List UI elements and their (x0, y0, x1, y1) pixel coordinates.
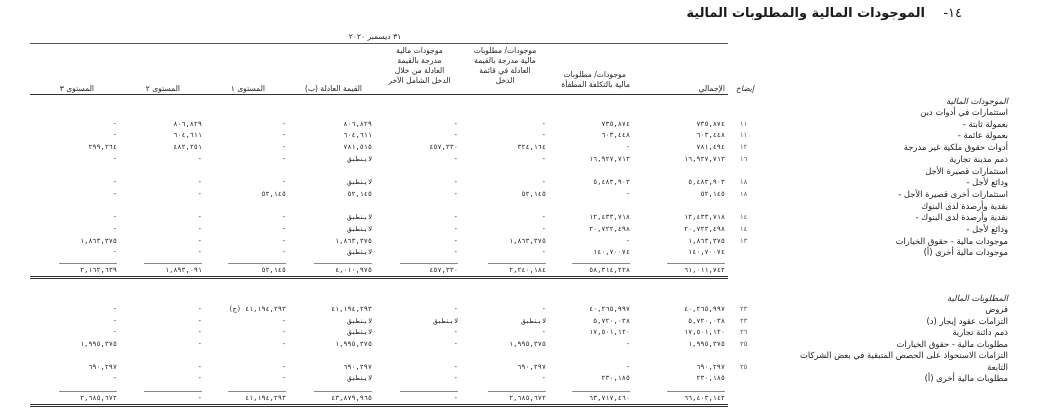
cell-fvoci: لاينطبق (433, 316, 458, 325)
cell-l2: - (197, 236, 202, 245)
cell-total: ٧٣٥,٨٧٤ (696, 119, 725, 128)
cell-fvoci: - (453, 374, 458, 382)
cell-total: ١,٨٦٣,٣٧٥ (688, 236, 725, 245)
col-fvpl-4: الدخل (495, 76, 515, 85)
col-level1: المستوى ١ (230, 84, 265, 93)
cell-fair-value: لاينطبق (347, 328, 372, 336)
col-fair-value: القيمة العادلة (ب) (304, 84, 362, 93)
cell-total: ٦٠٣,٤٤٨ (696, 131, 725, 140)
total-fvoci: - (453, 394, 458, 402)
row-label: موجودات مالية - حقوق الخيارات (895, 235, 1008, 246)
cell-l3: - (112, 131, 117, 140)
total-l1: ٤١,١٩٤,٢٩٣ (245, 394, 286, 402)
cell-l1: - (281, 316, 286, 325)
cell-fvpl: - (541, 119, 546, 128)
subtotal-rule (400, 391, 458, 392)
subtotal-rule (667, 391, 725, 392)
cell-fair-value: لاينطبق (347, 248, 372, 257)
col-fvoci-2: مدرجة بالقيمة (397, 56, 442, 65)
cell-amortised: ٤٠,٢٦٥,٩٩٧ (589, 305, 630, 313)
subtotal-rule (572, 263, 630, 264)
row-label: - ودائع لأجل (966, 177, 1008, 188)
total-l1: ٥٢,١٤٥ (261, 266, 286, 274)
cell-total: ٢٣٠,١٨٥ (696, 374, 725, 382)
cell-fvpl: - (541, 305, 546, 313)
cell-l1: - (281, 225, 286, 233)
subtotal-rule (144, 391, 202, 392)
cell-l3: - (112, 225, 117, 233)
row-note: ١١ (740, 131, 748, 140)
cell-l2: ٦٠٤,٦١١ (173, 131, 202, 140)
col-amortised-2: مالية بالتكلفة المطفأة (561, 80, 630, 89)
cell-amortised: ٥,٤٨٣,٩٠٣ (593, 178, 630, 187)
row-label: استثمارات قصيرة الأجل (925, 165, 1008, 176)
cell-fvpl: لاينطبق (521, 316, 546, 325)
section-number: -١٤ (943, 6, 962, 21)
cell-l1: - (281, 154, 286, 163)
cell-fvpl: - (541, 131, 546, 140)
cell-l1: - (281, 213, 286, 222)
total-double-rule (30, 406, 728, 407)
assets-title: الموجودات المالية (946, 96, 1008, 106)
cell-l3: - (112, 178, 117, 187)
cell-l2: - (197, 248, 202, 257)
cell-l1: - (281, 339, 286, 348)
total-double-rule (30, 278, 728, 279)
cell-l2: - (197, 362, 202, 371)
cell-l2: - (197, 316, 202, 325)
cell-l2: - (197, 305, 202, 313)
subtotal-rule (228, 391, 286, 392)
cell-l3: - (112, 154, 117, 163)
row-label: موجودات مالية أخرى (أ) (923, 247, 1008, 258)
cell-fvoci: - (453, 154, 458, 163)
cell-fvoci: - (453, 248, 458, 257)
col-level2: المستوى ٢ (145, 84, 180, 93)
cell-l2: - (197, 339, 202, 348)
subtotal-rule (314, 263, 372, 264)
cell-fvpl: ٥٢,١٤٥ (521, 189, 546, 198)
cell-fvoci: - (453, 189, 458, 198)
row-label: - بعمولة ثابتة (962, 118, 1008, 129)
col-total: الإجمالي (698, 84, 725, 93)
row-label: قروض (985, 304, 1008, 314)
subtotal-rule (59, 263, 117, 264)
subtotal-rule (572, 391, 630, 392)
cell-fvpl: - (541, 213, 546, 222)
cell-amortised: ١٦,٩٢٧,٧١٣ (589, 154, 630, 163)
cell-total: ٢٠,٧٢٢,٤٩٨ (684, 225, 725, 233)
cell-fair-value: ٧٨١,٥١٥ (343, 143, 372, 152)
cell-fvoci: - (453, 213, 458, 222)
cell-fair-value: لاينطبق (347, 225, 372, 233)
cell-fvpl: ٦٩٠,٢٩٧ (517, 362, 546, 371)
cell-fvoci: - (453, 236, 458, 245)
cell-fvoci: - (453, 328, 458, 336)
cell-total: ٧٨١,٤٩٤ (696, 143, 725, 152)
cell-total: ٥,٧٢٠,٠٣٨ (688, 316, 725, 325)
row-label: التزامات عقود إيجار (د) (926, 315, 1008, 326)
cell-l1: - (281, 248, 286, 257)
cell-l2: - (197, 374, 202, 382)
cell-amortised: - (625, 189, 630, 198)
header-rule (30, 94, 728, 95)
total-l2: - (197, 394, 202, 402)
row-note: ١١ (740, 119, 748, 128)
cell-total: ٦٩٠,٢٩٧ (696, 362, 725, 371)
total-amortised: ٦٣,٧١٧,٤٦٠ (589, 394, 630, 402)
total-l3: ٢,٦٨٥,٦٧٢ (80, 394, 117, 402)
col-amortised-1: موجودات/ مطلوبات (563, 70, 626, 79)
total-amortised: ٥٨,٣١٤,٢٢٨ (589, 266, 630, 274)
row-note: ٢٣ (740, 305, 748, 313)
row-label: أدوات حقوق ملكية غير مدرجة (903, 142, 1008, 153)
cell-l1: - (281, 374, 286, 382)
total-fvoci: ٤٥٧,٣٣٠ (429, 266, 458, 274)
cell-fair-value: لاينطبق (347, 374, 372, 382)
subtotal-rule (59, 391, 117, 392)
cell-l3: ٦٩٠,٢٩٧ (88, 362, 117, 371)
col-fvoci-1: موجودات مالية (396, 46, 443, 55)
cell-l1: - (281, 178, 286, 187)
cell-total: ١٧,٥٠١,١٢٠ (684, 328, 725, 336)
row-note: ٢٥ (740, 362, 748, 371)
cell-l2: ٤٨٢,٢٥١ (173, 143, 202, 152)
cell-amortised: ٥,٧٢٠,٠٣٨ (593, 316, 630, 325)
cell-amortised: ١٧,٥٠١,١٢٠ (589, 328, 630, 336)
cell-amortised: ١٢,٤٣٣,٧١٨ (589, 213, 630, 222)
cell-fvpl: ١,٩٩٥,٣٧٥ (509, 339, 546, 348)
subtotal-rule (400, 263, 458, 264)
cell-fair-value: ٨٠٦,٨٢٩ (343, 119, 372, 128)
cell-fair-value: ٤١,١٩٤,٢٩٣ (331, 305, 372, 313)
cell-fvoci: - (453, 225, 458, 233)
row-label: التابعة (987, 361, 1008, 372)
cell-amortised: - (625, 362, 630, 371)
cell-fair-value: ١,٩٩٥,٣٧٥ (335, 339, 372, 348)
section-title: الموجودات المالية والمطلوبات المالية (686, 6, 925, 21)
cell-l2: - (197, 178, 202, 187)
cell-fvpl: ١,٨٦٣,٣٧٥ (509, 236, 546, 245)
total-fair-value: ٤٣,٨٧٩,٩٦٥ (331, 394, 372, 402)
cell-total: ١,٩٩٥,٣٧٥ (688, 339, 725, 348)
row-note: ١٣ (740, 236, 748, 245)
subtotal-rule (488, 263, 546, 264)
cell-amortised: ٢٣٠,١٨٥ (601, 374, 630, 382)
cell-l2: - (197, 213, 202, 222)
row-label: ذمم مدينة تجارية (949, 153, 1008, 164)
total-l2: ١,٨٩٣,٠٩١ (165, 266, 202, 274)
cell-total: ١٦,٩٢٧,٧١٣ (684, 154, 725, 163)
cell-amortised: ٦٠٣,٤٤٨ (601, 131, 630, 140)
cell-fvpl: ٣٢٤,١٦٤ (517, 143, 546, 152)
subtotal-rule (314, 391, 372, 392)
total-fvpl: ٢,٢٤٠,١٨٤ (509, 266, 546, 274)
cell-l3: - (112, 305, 117, 313)
cell-l1: - (281, 143, 286, 152)
row-note: ٢٣ (740, 316, 748, 325)
cell-fair-value: ١,٨٦٣,٣٧٥ (335, 236, 372, 245)
row-note: ١٢ (740, 143, 748, 152)
row-note: ١٨ (740, 178, 748, 187)
row-label: مطلوبات مالية أخرى (أ) (924, 373, 1008, 383)
cell-amortised: ٧٣٥,٨٧٤ (601, 119, 630, 128)
col-fvoci-3: العادلة من خلال (394, 66, 445, 75)
row-label: مطلوبات مالية - حقوق الخيارات (896, 338, 1008, 349)
row-label: - نقدية وأرصدة لدى البنوك (915, 212, 1008, 223)
cell-total: ٥,٤٨٣,٩٠٣ (688, 178, 725, 187)
cell-fair-value: ٥٢,١٤٥ (347, 189, 372, 198)
total-rule (30, 404, 728, 405)
cell-l2: - (197, 189, 202, 198)
cell-l2: ٨٠٦,٨٢٩ (173, 119, 202, 128)
cell-amortised: - (625, 236, 630, 245)
cell-fair-value: لاينطبق (347, 178, 372, 187)
cell-fvpl: - (541, 328, 546, 336)
row-label: - بعمولة عائمة (957, 130, 1008, 141)
cell-l3: - (112, 374, 117, 382)
cell-fair-value: لاينطبق (347, 154, 372, 163)
cell-l3: - (112, 213, 117, 222)
cell-fair-value: ٦٩٠,٢٩٧ (343, 362, 372, 371)
cell-l1: - (281, 328, 286, 336)
row-label: استثمارات في أدوات دين (920, 107, 1008, 117)
row-note: ١٦ (740, 154, 748, 163)
col-note: إيضاح (736, 84, 755, 93)
cell-l3: - (112, 248, 117, 257)
cell-amortised: ١٤٠,٧٠٠٧٤ (593, 248, 630, 257)
row-note: ٢٥ (740, 339, 748, 348)
cell-l3: ٢٩٩,٢٦٤ (88, 143, 117, 152)
cell-fvoci: - (453, 119, 458, 128)
subtotal-rule (144, 263, 202, 264)
row-label: - استثمارات أخرى قصيرة الأجل (898, 188, 1008, 199)
total-fair-value: ٤,٠١٠,٩٧٥ (335, 266, 372, 274)
cell-fvoci: - (453, 339, 458, 348)
cell-l2: - (197, 328, 202, 336)
row-label: نقدية وأرصدة لدى البنوك (921, 200, 1008, 211)
cell-amortised: - (625, 339, 630, 348)
cell-l3: - (112, 328, 117, 336)
subtotal-rule (667, 263, 725, 264)
row-note: ١٨ (740, 189, 748, 198)
cell-fvoci: - (453, 178, 458, 187)
cell-l1: - (281, 236, 286, 245)
cell-l3: - (112, 119, 117, 128)
period-header: ٣١ ديسمبر ٢٠٢٠ (348, 32, 402, 41)
cell-total: ٥٢,١٤٥ (700, 189, 725, 198)
cell-total: ٤٠,٢٦٥,٩٩٧ (684, 305, 725, 313)
total-rule (30, 276, 728, 277)
col-level3: المستوى ٣ (59, 84, 94, 93)
liabilities-title: المطلوبات المالية (947, 293, 1008, 303)
cell-l1: - (281, 362, 286, 371)
col-fvpl-3: العادلة في قائمة (479, 66, 531, 75)
cell-l3: ١,٨٦٣,٣٧٥ (80, 236, 117, 245)
row-note: ١٤ (740, 213, 748, 222)
row-label: التزامات الاستحواذ على الحصص المتبقية في بعض الشركات (800, 350, 1008, 360)
period-rule (30, 43, 728, 44)
cell-total: ١٢,٤٣٣,٧١٨ (684, 213, 725, 222)
row-note: ٢٦ (740, 328, 748, 336)
cell-fair-value: ٦٠٤,٦١١ (343, 131, 372, 140)
cell-total: ١٤٠,٧٠٠٧٤ (688, 248, 725, 257)
col-fvoci-4: الدخل الشامل الآخر (388, 76, 451, 85)
cell-fair-value: لاينطبق (347, 213, 372, 222)
total-total: ٦١,٠١١,٧٤٢ (684, 266, 725, 274)
total-fvpl: ٢,٦٨٥,٦٧٢ (509, 394, 546, 402)
cell-fvpl: - (541, 248, 546, 257)
subtotal-rule (228, 263, 286, 264)
cell-amortised: - (625, 143, 630, 152)
cell-l1: ٤١,١٩٤,٢٩٣ (ج) (228, 305, 286, 313)
cell-fvoci: - (453, 131, 458, 140)
cell-l2: - (197, 225, 202, 233)
cell-fvpl: - (541, 225, 546, 233)
row-note: ١٤ (740, 225, 748, 233)
cell-fvoci: - (453, 305, 458, 313)
row-label: ذمم دائنة تجارية (952, 327, 1008, 337)
cell-l1: - (281, 131, 286, 140)
cell-fvpl: - (541, 178, 546, 187)
row-label: - ودائع لأجل (966, 224, 1008, 234)
col-fvpl-2: مالية مدرجة بالقيمة (474, 56, 536, 65)
cell-fair-value: لاينطبق (347, 316, 372, 325)
cell-fvpl: - (541, 154, 546, 163)
cell-amortised: ٢٠,٧٢٢,٤٩٨ (589, 225, 630, 233)
subtotal-rule (488, 391, 546, 392)
cell-l1: ٥٢,١٤٥ (261, 189, 286, 198)
cell-fvoci: - (453, 362, 458, 371)
cell-fvpl: - (541, 374, 546, 382)
cell-l3: ١,٩٩٥,٣٧٥ (80, 339, 117, 348)
cell-l3: - (112, 316, 117, 325)
col-fvpl-1: موجودات/ مطلوبات (473, 46, 537, 55)
cell-l3: - (112, 189, 117, 198)
cell-fvoci: ٤٥٧,٣٣٠ (429, 143, 458, 152)
cell-l2: - (197, 154, 202, 163)
cell-l1: - (281, 119, 286, 128)
total-l3: ٢,١٦٢,٦٣٩ (80, 266, 117, 274)
total-total: ٦٦,٤٠٣,١٤٢ (684, 394, 725, 402)
